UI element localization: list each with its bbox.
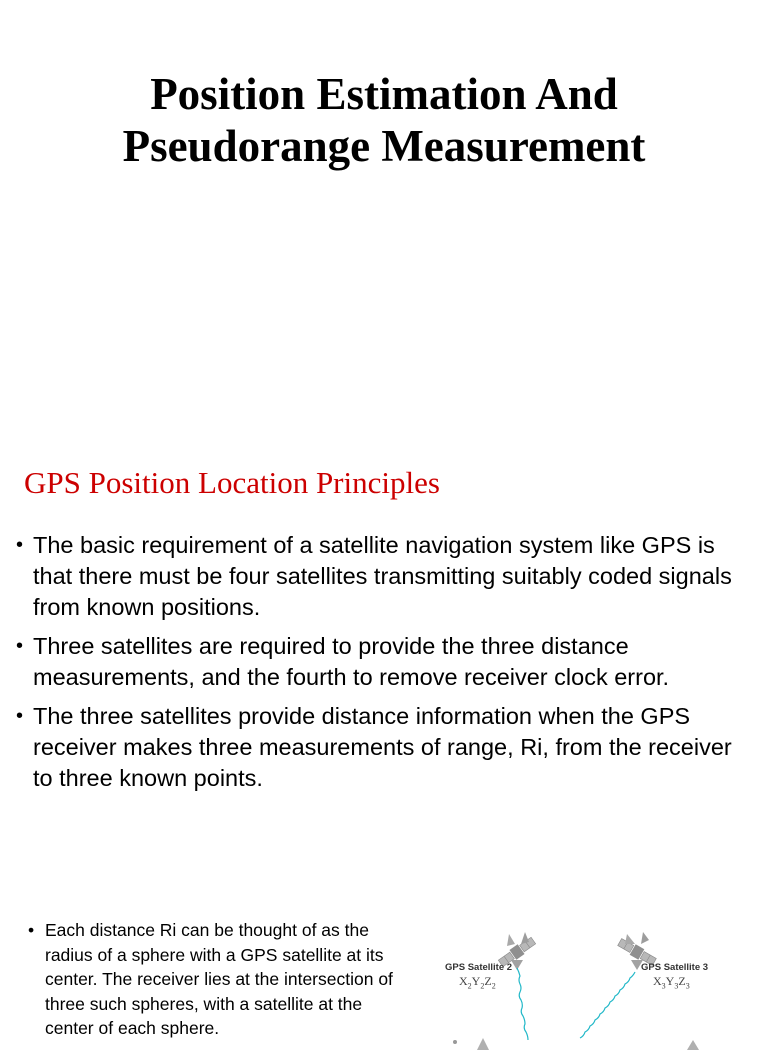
coord-z-sub: 2 xyxy=(491,981,496,991)
earth-edge-icon xyxy=(453,1040,457,1044)
bullet-text: The basic requirement of a satellite navigation system like GPS is that there must be four satellites transmitting suitably coded signals from known positions. xyxy=(33,532,732,620)
coord-z: Z xyxy=(678,974,686,988)
coord-x-sub: 3 xyxy=(661,981,666,991)
coord-z-sub: 3 xyxy=(685,981,690,991)
coord-y-sub: 3 xyxy=(674,981,679,991)
coord-y-sub: 2 xyxy=(480,981,485,991)
title-line-2: Pseudorange Measurement xyxy=(122,121,646,171)
bullet-list xyxy=(28,918,398,1041)
bullet-text: Three satellites are required to provide the three distance measurements, and the fourth to remove receiver clock error. xyxy=(33,633,670,690)
satellite-1-partial-icon xyxy=(477,1038,489,1050)
coord-y: Y xyxy=(471,974,481,988)
satellite-3-label: GPS Satellite 3 xyxy=(641,962,709,973)
intersection-slide xyxy=(0,880,768,1038)
title-line-1: Position Estimation And xyxy=(150,69,618,119)
coord-x: X xyxy=(653,974,662,988)
slide-heading: GPS Position Location Principles xyxy=(24,465,440,500)
bullet-text: Each distance Ri can be thought of as the radius of a sphere with a GPS satellite at its center. The receiver lies at the intersection of three such spheres, with a satellite at the center of each sphere. xyxy=(45,920,393,1038)
bullet-list xyxy=(16,530,756,802)
coord-x: X xyxy=(459,974,468,988)
satellite-2-signal xyxy=(517,968,528,1040)
bullet-icon: • xyxy=(16,534,24,556)
bullet-icon: • xyxy=(16,705,24,727)
coord-z: Z xyxy=(484,974,492,988)
slide-title xyxy=(0,68,768,172)
satellite-2-label: GPS Satellite 2 xyxy=(445,962,513,973)
bullet-item xyxy=(16,631,756,693)
bullet-text: The three satellites provide distance information when the GPS receiver makes three measurements of range, Ri, from the receiver to three known points. xyxy=(33,703,732,791)
principles-slide xyxy=(0,420,768,880)
title-slide xyxy=(0,0,768,420)
satellite-figure xyxy=(425,900,725,1050)
satellite-2-coordinates xyxy=(459,974,496,990)
satellite-3-coordinates xyxy=(653,974,690,990)
satellite-4-partial-icon xyxy=(687,1040,699,1050)
coord-x-sub: 2 xyxy=(467,981,472,991)
bullet-item xyxy=(16,701,756,794)
bullet-item xyxy=(16,530,756,623)
bullet-icon: • xyxy=(28,920,35,940)
bullet-item xyxy=(28,918,398,1041)
coord-y: Y xyxy=(665,974,675,988)
satellite-3-signal xyxy=(580,972,635,1038)
bullet-icon: • xyxy=(16,635,24,657)
